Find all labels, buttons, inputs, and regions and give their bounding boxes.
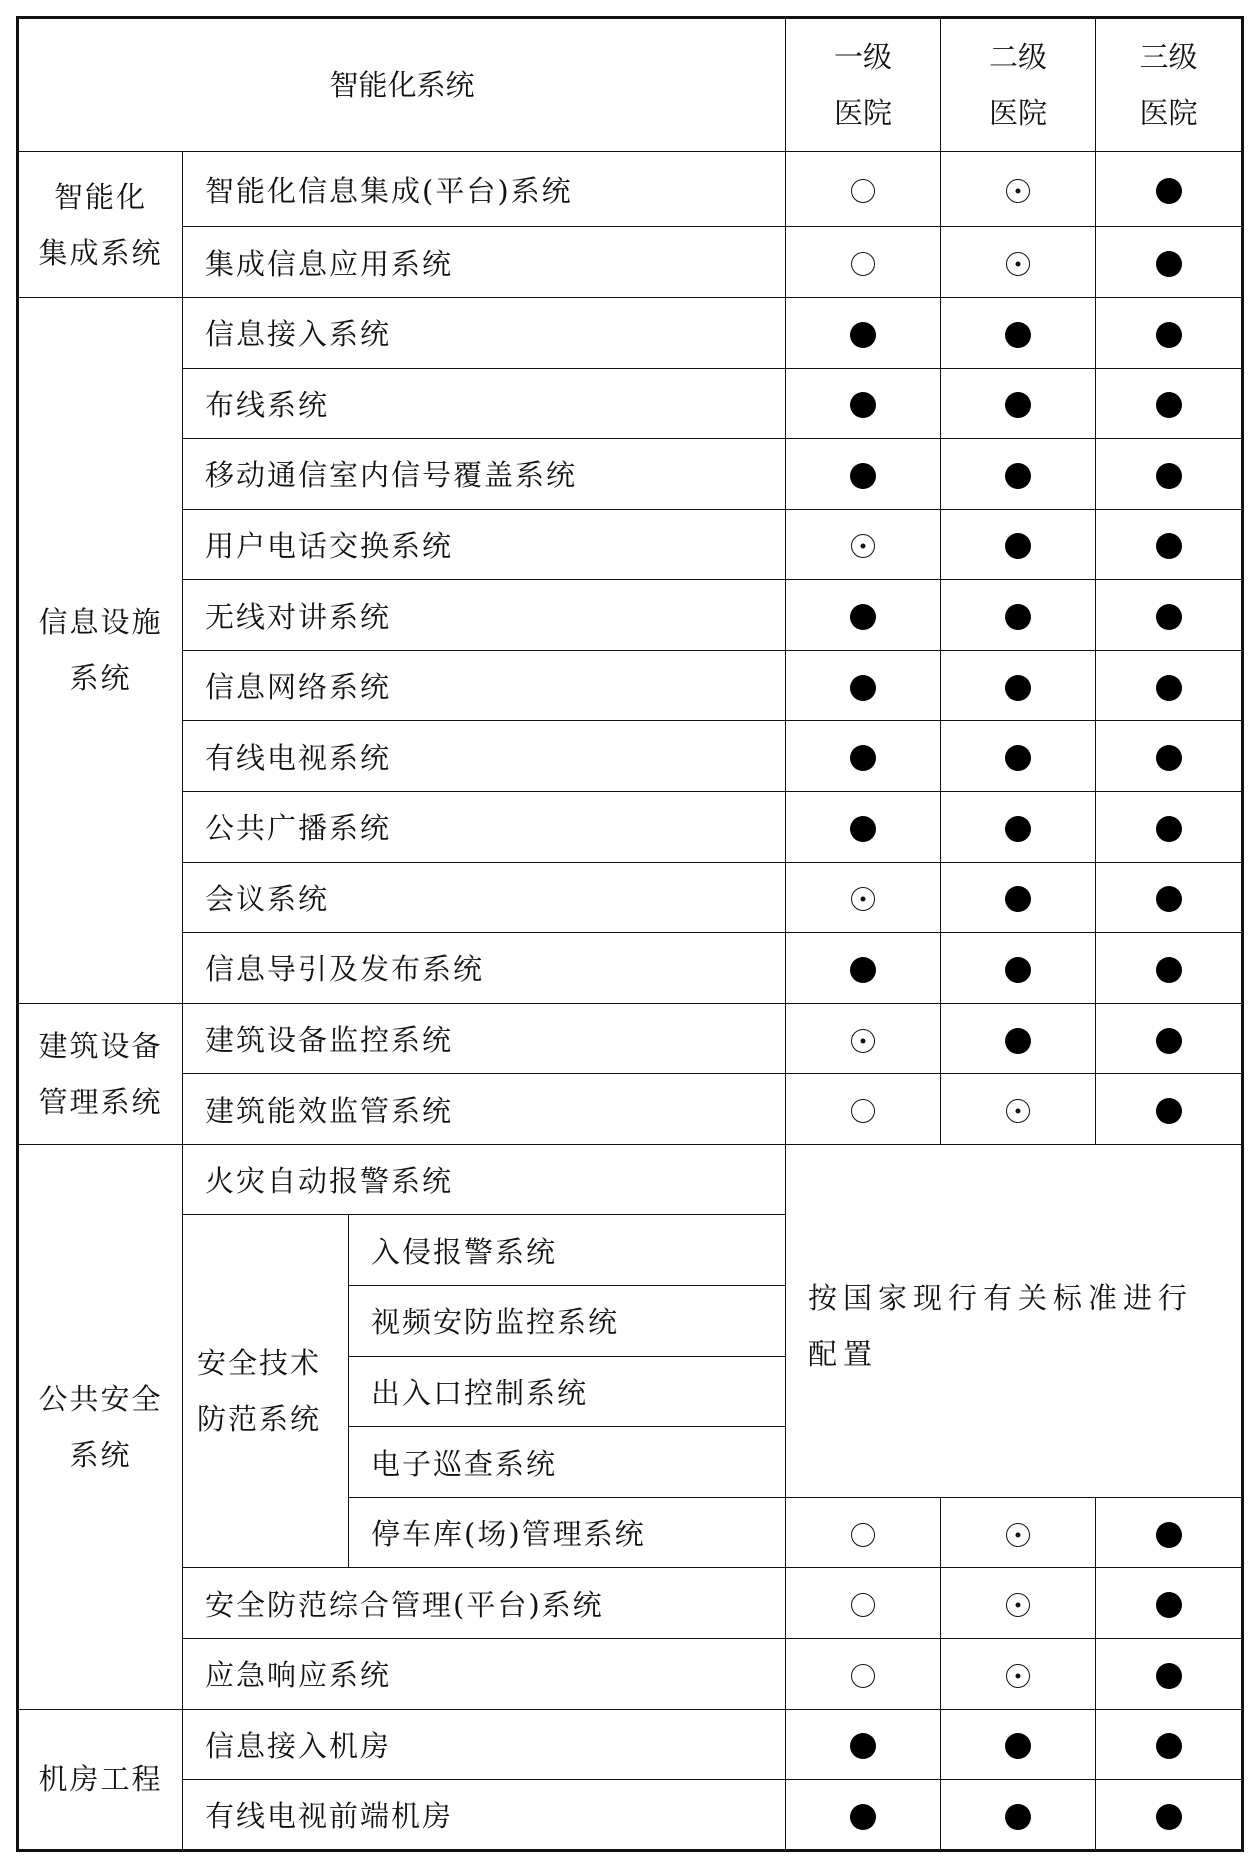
- hospital-intelligent-systems-table: [16, 16, 1244, 1852]
- system-label-cell: [183, 650, 786, 721]
- system-label: 应急响应系统: [205, 1658, 392, 1693]
- system-label: 移动通信室内信号覆盖系统: [205, 458, 578, 493]
- level-cell: [786, 1497, 941, 1568]
- filled-circle-icon: [850, 463, 876, 489]
- system-label-cell: [183, 1568, 786, 1639]
- group-name: 智能化 集成系统: [38, 179, 163, 270]
- dotted-circle-icon: [1006, 1523, 1030, 1547]
- table-row: [18, 297, 1243, 368]
- system-label: 有线电视前端机房: [205, 1799, 454, 1834]
- system-label-cell: [183, 1144, 786, 1215]
- level-cell: [941, 439, 1096, 510]
- system-label: 公共广播系统: [205, 811, 392, 846]
- table-row: [18, 1568, 1243, 1639]
- table-row: [18, 721, 1243, 792]
- system-label: 布线系统: [205, 387, 330, 422]
- system-label: 入侵报警系统: [371, 1234, 558, 1269]
- filled-circle-icon: [1005, 886, 1031, 912]
- filled-circle-icon: [1156, 604, 1182, 630]
- level-cell: [941, 721, 1096, 792]
- level-cell: [786, 650, 941, 721]
- level-cell: [1096, 297, 1243, 368]
- header-level: [1096, 18, 1243, 152]
- level-cell: [786, 1074, 941, 1145]
- dotted-circle-icon: [851, 534, 875, 558]
- system-label-cell: [183, 227, 786, 298]
- table-row: [18, 1638, 1243, 1709]
- filled-circle-icon: [850, 816, 876, 842]
- system-label: 停车库(场)管理系统: [371, 1517, 646, 1552]
- level-cell: [786, 297, 941, 368]
- empty-circle-icon: [851, 179, 875, 203]
- system-label: 智能化信息集成(平台)系统: [205, 173, 573, 208]
- level-cell: [941, 933, 1096, 1004]
- level-cell: [1096, 650, 1243, 721]
- filled-circle-icon: [850, 745, 876, 771]
- filled-circle-icon: [850, 392, 876, 418]
- level-cell: [941, 368, 1096, 439]
- level-cell: [941, 152, 1096, 227]
- filled-circle-icon: [850, 1804, 876, 1830]
- filled-circle-icon: [1156, 533, 1182, 559]
- level-cell: [786, 227, 941, 298]
- table-row: [18, 580, 1243, 651]
- subgroup-label: [183, 1215, 349, 1568]
- dotted-circle-icon: [1006, 1593, 1030, 1617]
- filled-circle-icon: [850, 1733, 876, 1759]
- system-label-cell: [183, 792, 786, 863]
- header-level: [786, 18, 941, 152]
- table-row: [18, 152, 1243, 227]
- system-label-cell: [183, 580, 786, 651]
- system-label: 有线电视系统: [205, 740, 392, 775]
- dotted-circle-icon: [1006, 1099, 1030, 1123]
- level-cell: [1096, 1780, 1243, 1851]
- filled-circle-icon: [1005, 533, 1031, 559]
- system-label: 出入口控制系统: [371, 1375, 589, 1410]
- dotted-circle-icon: [851, 887, 875, 911]
- filled-circle-icon: [1005, 322, 1031, 348]
- system-label: 用户电话交换系统: [205, 528, 454, 563]
- table-row: [18, 368, 1243, 439]
- level-cell: [786, 439, 941, 510]
- level-cell: [941, 1003, 1096, 1074]
- level-cell: [941, 1568, 1096, 1639]
- level-cell: [941, 1074, 1096, 1145]
- level-cell: [941, 792, 1096, 863]
- filled-circle-icon: [1005, 1733, 1031, 1759]
- system-label: 信息导引及发布系统: [205, 952, 485, 987]
- level-cell: [1096, 227, 1243, 298]
- filled-circle-icon: [850, 604, 876, 630]
- table-row: [18, 862, 1243, 933]
- level-cell: [786, 1003, 941, 1074]
- filled-circle-icon: [1156, 816, 1182, 842]
- system-label: 无线对讲系统: [205, 599, 392, 634]
- system-label-cell: [183, 933, 786, 1004]
- table-row: [18, 509, 1243, 580]
- level-cell: [1096, 368, 1243, 439]
- filled-circle-icon: [1156, 1522, 1182, 1548]
- level-cell: [1096, 439, 1243, 510]
- level-cell: [1096, 721, 1243, 792]
- system-label-cell: [183, 721, 786, 792]
- system-label-cell: [349, 1497, 786, 1568]
- filled-circle-icon: [1156, 745, 1182, 771]
- group-name: 公共安全 系统: [38, 1381, 163, 1472]
- system-label: 信息网络系统: [205, 670, 392, 705]
- level-cell: [941, 1638, 1096, 1709]
- system-label: 火灾自动报警系统: [205, 1164, 454, 1199]
- level-cell: [1096, 1638, 1243, 1709]
- system-label: 集成信息应用系统: [205, 246, 454, 281]
- filled-circle-icon: [1156, 1592, 1182, 1618]
- table-row: [18, 1144, 1243, 1215]
- filled-circle-icon: [850, 322, 876, 348]
- group-label: [18, 1003, 183, 1144]
- subgroup-name: 安全技术 防范系统: [197, 1346, 322, 1437]
- note-text: 按国家现行有关标准进行配置: [808, 1280, 1194, 1371]
- header-level: [941, 18, 1096, 152]
- system-label: 建筑设备监控系统: [205, 1023, 454, 1058]
- system-label-cell: [349, 1215, 786, 1286]
- level-cell: [941, 1709, 1096, 1780]
- level-cell: [786, 1780, 941, 1851]
- level-cell: [786, 1709, 941, 1780]
- level-cell: [1096, 1003, 1243, 1074]
- level-cell: [941, 580, 1096, 651]
- table-row: [18, 1709, 1243, 1780]
- filled-circle-icon: [1156, 675, 1182, 701]
- level-cell: [786, 509, 941, 580]
- level-cell: [786, 862, 941, 933]
- level-cell: [1096, 933, 1243, 1004]
- level-cell: [1096, 152, 1243, 227]
- system-label-cell: [183, 1074, 786, 1145]
- filled-circle-icon: [1156, 322, 1182, 348]
- level-cell: [1096, 1074, 1243, 1145]
- system-label: 建筑能效监管系统: [205, 1093, 454, 1128]
- empty-circle-icon: [851, 1523, 875, 1547]
- level-cell: [941, 1497, 1096, 1568]
- empty-circle-icon: [851, 252, 875, 276]
- system-label-cell: [183, 1638, 786, 1709]
- filled-circle-icon: [1156, 1663, 1182, 1689]
- group-name: 建筑设备 管理系统: [38, 1028, 163, 1119]
- group-label: [18, 1144, 183, 1709]
- table-row: [18, 227, 1243, 298]
- table-row: [18, 1074, 1243, 1145]
- group-name: 信息设施 系统: [38, 605, 163, 696]
- group-name: 机房工程: [38, 1762, 163, 1797]
- dotted-circle-icon: [1006, 252, 1030, 276]
- empty-circle-icon: [851, 1664, 875, 1688]
- filled-circle-icon: [1005, 1804, 1031, 1830]
- level-cell: [1096, 1568, 1243, 1639]
- filled-circle-icon: [1156, 886, 1182, 912]
- level-cell: [786, 580, 941, 651]
- filled-circle-icon: [1005, 957, 1031, 983]
- empty-circle-icon: [851, 1099, 875, 1123]
- system-label: 会议系统: [205, 881, 330, 916]
- level-cell: [786, 792, 941, 863]
- level-cell: [786, 1568, 941, 1639]
- header-system-label: 智能化系统: [329, 68, 475, 103]
- dotted-circle-icon: [1006, 1664, 1030, 1688]
- level-cell: [786, 152, 941, 227]
- filled-circle-icon: [1005, 392, 1031, 418]
- system-label-cell: [183, 152, 786, 227]
- filled-circle-icon: [1005, 675, 1031, 701]
- system-label-cell: [183, 439, 786, 510]
- table-row: [18, 650, 1243, 721]
- level-cell: [941, 227, 1096, 298]
- system-label-cell: [349, 1286, 786, 1357]
- filled-circle-icon: [1156, 463, 1182, 489]
- filled-circle-icon: [1156, 1028, 1182, 1054]
- group-label: [18, 1709, 183, 1850]
- table-row: [18, 18, 1243, 152]
- system-label: 信息接入机房: [205, 1728, 392, 1763]
- level-cell: [1096, 580, 1243, 651]
- system-label: 电子巡查系统: [371, 1446, 558, 1481]
- filled-circle-icon: [1156, 1804, 1182, 1830]
- filled-circle-icon: [1156, 957, 1182, 983]
- level-cell: [941, 862, 1096, 933]
- table-row: [18, 792, 1243, 863]
- filled-circle-icon: [850, 957, 876, 983]
- system-label-cell: [183, 368, 786, 439]
- filled-circle-icon: [850, 675, 876, 701]
- header-level-label: 三级 医院: [1139, 40, 1198, 131]
- header-level-label: 二级 医院: [989, 40, 1048, 131]
- filled-circle-icon: [1005, 816, 1031, 842]
- dotted-circle-icon: [851, 1029, 875, 1053]
- system-label-cell: [183, 1003, 786, 1074]
- system-label-cell: [183, 862, 786, 933]
- filled-circle-icon: [1156, 251, 1182, 277]
- level-cell: [1096, 862, 1243, 933]
- system-label: 视频安防监控系统: [371, 1305, 620, 1340]
- level-cell: [786, 933, 941, 1004]
- level-cell: [941, 1780, 1096, 1851]
- table-row: [18, 1003, 1243, 1074]
- system-label-cell: [183, 297, 786, 368]
- system-label-cell: [183, 509, 786, 580]
- filled-circle-icon: [1156, 1098, 1182, 1124]
- filled-circle-icon: [1005, 1028, 1031, 1054]
- filled-circle-icon: [1005, 745, 1031, 771]
- table-row: [18, 1780, 1243, 1851]
- level-cell: [786, 368, 941, 439]
- dotted-circle-icon: [1006, 179, 1030, 203]
- system-label-cell: [349, 1427, 786, 1498]
- level-cell: [1096, 509, 1243, 580]
- table-row: [18, 933, 1243, 1004]
- level-cell: [1096, 792, 1243, 863]
- level-cell: [1096, 1709, 1243, 1780]
- level-cell: [941, 509, 1096, 580]
- level-cell: [786, 1638, 941, 1709]
- system-label-cell: [349, 1356, 786, 1427]
- group-label: [18, 152, 183, 298]
- filled-circle-icon: [1156, 178, 1182, 204]
- level-cell: [941, 650, 1096, 721]
- filled-circle-icon: [1156, 1733, 1182, 1759]
- note-cell: [786, 1144, 1243, 1497]
- empty-circle-icon: [851, 1593, 875, 1617]
- filled-circle-icon: [1005, 604, 1031, 630]
- level-cell: [941, 297, 1096, 368]
- header-system: [18, 18, 786, 152]
- system-label: 信息接入系统: [205, 317, 392, 352]
- system-label-cell: [183, 1780, 786, 1851]
- header-level-label: 一级 医院: [834, 40, 893, 131]
- system-label: 安全防范综合管理(平台)系统: [205, 1587, 604, 1622]
- group-label: [18, 297, 183, 1003]
- level-cell: [786, 721, 941, 792]
- system-label-cell: [183, 1709, 786, 1780]
- table-row: [18, 439, 1243, 510]
- filled-circle-icon: [1005, 463, 1031, 489]
- filled-circle-icon: [1156, 392, 1182, 418]
- level-cell: [1096, 1497, 1243, 1568]
